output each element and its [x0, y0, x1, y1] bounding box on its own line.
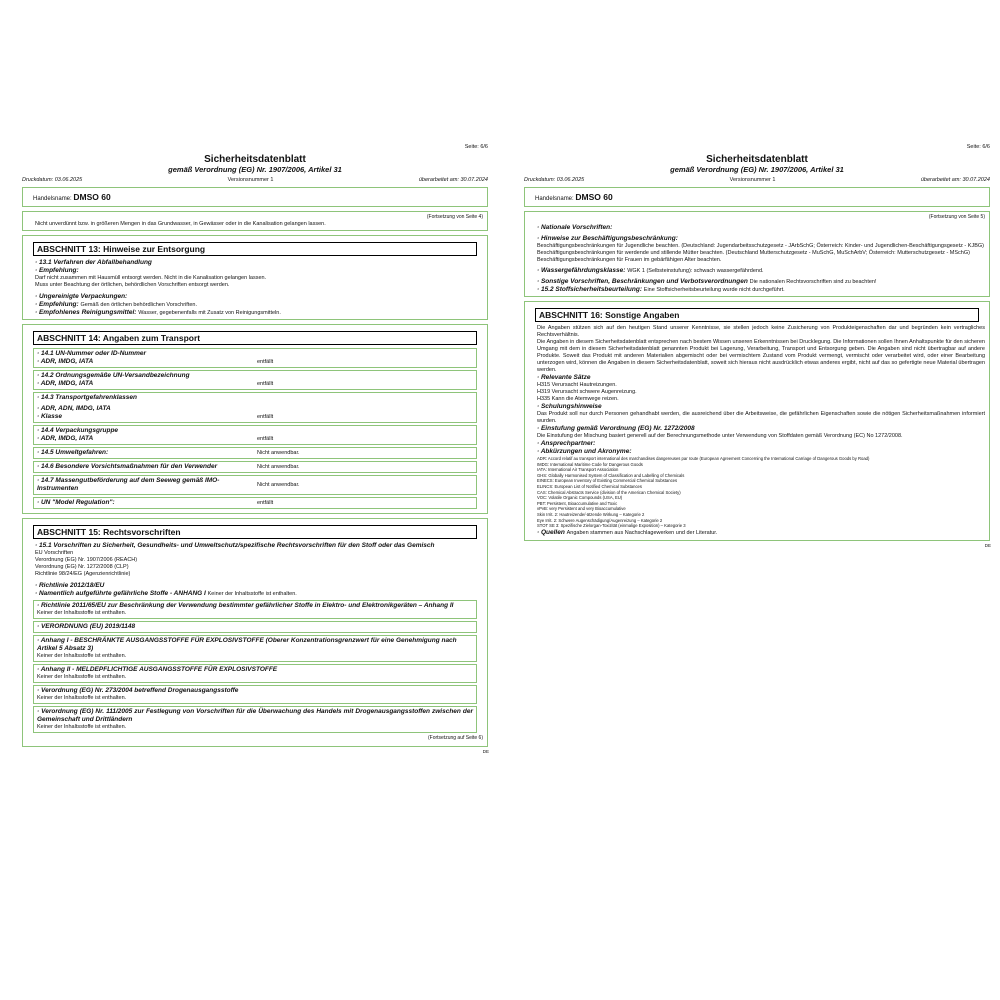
abbreviation-item: CAS: Chemical Abstracts Service (division of the American Chemical Society): [537, 489, 681, 495]
document-title: Sicherheitsdatenblatt: [204, 154, 306, 165]
trade-name: DMSO 60: [575, 192, 613, 202]
training-text: Das Produkt soll nur durch Personen gehandhabt werden, die ausreichend über die Arbeitsweise, die gefährlichen Eigenschaften sowie die nötigen Sicherheitsmaßnahmen informiert wurden.: [537, 411, 985, 424]
regulation-6-text: Keiner der Inhaltsstoffe ist enthalten.: [37, 724, 127, 730]
section-14-heading: ABSCHNITT 14: Angaben zum Transport: [33, 331, 477, 345]
regulation-box-3: [33, 635, 477, 662]
regulation-box-5: [33, 685, 477, 704]
version-number: Versionsnummer 1: [227, 177, 274, 183]
safety-assessment-text: Eine Stoffsicherheitsbeurteilung wurde nicht durchgeführt.: [643, 287, 785, 293]
s13-heading-2: · Empfehlung:: [35, 267, 79, 274]
trade-name-label: Handelsname:: [535, 196, 574, 202]
print-date: Druckdatum: 03.06.2025: [22, 177, 83, 183]
section-13: [22, 235, 488, 320]
training-heading: · Schulungshinweise: [537, 403, 602, 410]
section-15: [22, 518, 489, 754]
h-phrase-315: H315 Verursacht Hautreizungen.: [537, 382, 617, 388]
transport-block-1: [33, 348, 477, 368]
page-number: Seite: 6/6: [966, 144, 990, 150]
employment-text-3: Beschäftigungsbeschränkungen für Frauen im gebärfähigen Alter beachten.: [537, 257, 722, 263]
regulation-2-heading: · VERORDNUNG (EU) 2019/1148: [37, 623, 136, 630]
section-13-heading: ABSCHNITT 13: Hinweise zur Entsorgung: [33, 242, 477, 256]
transport-4-heading: · 14.4 Verpackungsgruppe: [37, 427, 119, 434]
classification-heading: · Einstufung gemäß Verordnung (EG) Nr. 1272/2008: [537, 425, 695, 432]
transport-6-key: · 14.6 Besondere Vorsichtsmaßnahmen für den Verwender: [37, 463, 218, 470]
transport-7-key: · 14.7 Massengutbeförderung auf dem Seeweg gemäß IMO-Instrumenten: [37, 477, 220, 492]
intro-text: Nicht unverdünnt bzw. in größeren Mengen in das Grundwasser, in Gewässer oder in die Kanalisation gelangen lassen.: [35, 221, 326, 227]
sources-text: Angaben stammen aus Nachschlagewerken und der Literatur.: [566, 529, 718, 536]
abbreviation-item: EINECS: European Inventory of Existing Commercial Chemical Substances: [537, 478, 678, 484]
transport-3-value: entfällt: [257, 414, 274, 420]
abbreviation-item: PBT: Persistent, Bioaccumulative and Toxic: [537, 500, 618, 506]
revision-date: überarbeitet am: 30.07.2024: [418, 177, 488, 183]
abbreviation-item: GHS: Globally Harmonised System of Classification and Labelling of Chemicals: [537, 472, 685, 478]
section-16: [524, 301, 991, 548]
relevant-phrases-heading: · Relevante Sätze: [537, 374, 591, 381]
s15-heading-3: · Namentlich aufgeführte gefährliche Stoffe - ANHANG I: [35, 590, 206, 597]
other-rules-heading: · Sonstige Vorschriften, Beschränkungen und Verbotsverordnungen: [537, 278, 748, 285]
transport-7-value: Nicht anwendbar.: [257, 482, 300, 488]
s13-heading-3: · Ungereinigte Verpackungen:: [35, 293, 128, 300]
regulation-1-heading: · Richtlinie 2011/65/EU zur Beschränkung der Verwendung bestimmter gefährlicher Stoffe in Elektro- und Elektronikgeräten – Anhang II: [37, 602, 454, 609]
s16-paragraph-2: Die Angaben in diesem Sicherheitsdatenblatt entsprechen nach bestem Wissen unseren Erkenntnissen bei Drucklegung. Die Informationen sollen Ihnen Anhaltspunkte für den sicheren Umgang mit dem in diesem Sicherheitsdatenblatt genannten Produkt bei Lagerung, Verarbeitung, Transport und Entsorgung geben. Die Angaben sind nicht übertragbar auf andere Produkte. Soweit das Produkt mit anderen Materialien abgemischt oder bei vermischtem Zustand vom Produkt vermengt, vermischt oder verarbeitet wird, oder einer Bearbeitung unterzogen wird, können die Angaben in diesem Sicherheitsdatenblatt, soweit sich hieraus nicht ausdrücklich etwas anderes ergibt, nicht auf das so gefertigte neue Material übertragen werden.: [537, 339, 985, 373]
section-14: [22, 324, 488, 514]
trade-name-label: Handelsname:: [33, 196, 72, 202]
transport-1-heading: · 14.1 UN-Nummer oder ID-Nummer: [37, 350, 147, 357]
transport-8-value: entfällt: [257, 500, 274, 506]
s13-heading-4: · Empfehlung:: [35, 301, 79, 308]
regulation-box-2: [33, 621, 477, 633]
s15-line-3: Verordnung (EG) Nr. 1272/2008 (CLP): [35, 564, 129, 570]
s15-heading-2: · Richtlinie 2012/18/EU: [35, 582, 105, 589]
s15-line-2: Verordnung (EG) Nr. 1907/2006 (REACH): [35, 557, 138, 563]
document-title: Sicherheitsdatenblatt: [706, 154, 808, 165]
version-number: Versionsnummer 1: [729, 177, 776, 183]
other-rules-text: Die nationalen Rechtsvorschriften sind zu beachten!: [749, 279, 877, 285]
meta-line: [22, 177, 488, 183]
transport-3-key-1: · ADR, ADN, IMDG, IATA: [37, 405, 111, 412]
left-page: [22, 144, 489, 754]
regulation-3-heading: · Anhang I - BESCHRÄNKTE AUSGANGSSTOFFE FÜR EXPLOSIVSTOFFE (Oberer Konzentrationsgrenzwert für eine Genehmigung nach Artikel 5 Absatz 3): [37, 637, 457, 652]
s15-line-1: EU Vorschriften: [35, 550, 74, 556]
s13-heading-1: · 13.1 Verfahren der Abfallbehandlung: [35, 259, 152, 266]
h-phrase-335: H335 Kann die Atemwege reizen.: [537, 396, 619, 402]
regulation-5-text: Keiner der Inhaltsstoffe ist enthalten.: [37, 695, 127, 701]
s13-heading-5: · Empfohlenes Reinigungsmittel:: [35, 309, 137, 316]
safety-assessment-heading: · 15.2 Stoffsicherheitsbeurteilung:: [537, 286, 642, 293]
regulation-box-4: [33, 664, 477, 683]
transport-5-key: · 14.5 Umweltgefahren:: [37, 449, 109, 456]
transport-5-value: Nicht anwendbar.: [257, 450, 300, 456]
language-code: DE: [482, 749, 489, 754]
abbreviation-item: STOT SE 3: Spezifische Zielorgan-Toxizität (einmalige Exposition) – Kategorie 3: [537, 523, 686, 529]
transport-1-key: · ADR, IMDG, IATA: [37, 358, 94, 365]
sources-heading: · Quellen: [537, 528, 565, 536]
regulation-5-heading: · Verordnung (EG) Nr. 273/2004 betreffend Drogenausgangsstoffe: [37, 687, 239, 694]
section-16-heading: ABSCHNITT 16: Sonstige Angaben: [535, 308, 979, 322]
trade-name-box: [524, 187, 990, 207]
employment-text-1: Beschäftigungsbeschränkungen für Jugendliche beachten. (Deutschland: Jugendarbeitsschutzgesetz - JArbSchG; Österreich: Kinder- und Jugendlichen-Beschäftigungsgesetz - KJBG): [537, 243, 984, 249]
revision-date: überarbeitet am: 30.07.2024: [920, 177, 990, 183]
s15-heading-1: · 15.1 Vorschriften zu Sicherheit, Gesundheits- und Umweltschutz/spezifische Rechtsvorschriften für den Stoff oder das Gemisch: [35, 542, 435, 549]
abbreviation-item: vPvB: very Persistent and very Bioaccumulative: [537, 506, 626, 512]
abbreviation-item: Eye Irrit. 2: Schwere Augenschädigung/Augenreizung – Kategorie 2: [537, 517, 663, 523]
water-hazard-text: WGK 1 (Selbsteinstufung): schwach wassergefährdend.: [627, 268, 764, 274]
transport-2-value: entfällt: [257, 381, 274, 387]
s13-text-2: Muss unter Beachtung der örtlichen, behördlichen Vorschriften entsorgt werden.: [35, 282, 230, 288]
right-page: [524, 144, 991, 548]
continued-on: (Fortsetzung auf Seite 6): [427, 735, 483, 741]
transport-4-value: entfällt: [257, 436, 274, 442]
transport-block-6: [33, 461, 477, 473]
transport-6-value: Nicht anwendbar.: [257, 464, 300, 470]
classification-text: Die Einstufung der Mischung basiert generell auf der Berechnungsmethode unter Verwendung von Stoffdaten gemäß Verordnung (EC) No 1272/2008.: [537, 433, 903, 439]
employment-text-2: Beschäftigungsbeschränkungen für werdende und stillende Mütter beachten. (Deutschland Mutterschutzgesetz - MuSchG, MuSchArbV; Österreich: Mutterschutzgesetz - MSchG): [537, 250, 970, 256]
regulation-box-6: [33, 706, 477, 733]
s13-text-1: Darf nicht zusammen mit Hausmüll entsorgt werden. Nicht in die Kanalisation gelangen lassen.: [35, 275, 267, 281]
transport-8-key: · UN "Model Regulation":: [37, 499, 115, 506]
abbreviation-item: ADR: Accord relatif au transport international des marchandises dangereuses par route (European Agreement Concerning the International Carriage of Dangerous Goods by Road): [537, 456, 870, 461]
regulation-box-1: [33, 600, 477, 619]
abbreviation-item: IATA: International Air Transport Association: [537, 467, 619, 473]
transport-block-2: [33, 370, 477, 390]
national-rules-heading: · Nationale Vorschriften:: [537, 224, 613, 231]
s13-text-3: Gemäß den örtlichen behördlichen Vorschriften.: [80, 302, 197, 308]
abbreviations-list: [537, 456, 985, 529]
regulation-4-text: Keiner der Inhaltsstoffe ist enthalten.: [37, 674, 127, 680]
meta-line: [524, 177, 990, 183]
regulation-1-text: Keiner der Inhaltsstoffe ist enthalten.: [37, 610, 127, 616]
regulation-6-heading: · Verordnung (EG) Nr. 111/2005 zur Festlegung von Vorschriften für die Überwachung des Handels mit Drogenausgangsstoffen zwischen der Gemeinschaft und Drittländern: [37, 708, 473, 723]
trade-name: DMSO 60: [73, 192, 111, 202]
contact-heading: · Ansprechpartner:: [537, 440, 596, 447]
transport-block-8: [33, 497, 477, 509]
s15-text-3: Keiner der Inhaltsstoffe ist enthalten.: [207, 591, 297, 597]
transport-block-3: [33, 392, 477, 423]
transport-3-heading: · 14.3 Transportgefahrenklassen: [37, 394, 137, 401]
transport-1-value: entfällt: [257, 359, 274, 365]
transport-2-key: · ADR, IMDG, IATA: [37, 380, 94, 387]
page-number: Seite: 6/6: [464, 144, 488, 150]
s13-text-4: Wasser, gegebenenfalls mit Zusatz von Reinigungsmitteln.: [138, 310, 281, 316]
trade-name-box: [22, 187, 488, 207]
transport-block-7: [33, 475, 477, 495]
h-phrase-319: H319 Verursacht schwere Augenreizung.: [537, 389, 637, 395]
continuation-box: [524, 211, 990, 297]
abbreviation-item: IMDG: International Maritime Code for Dangerous Goods: [537, 461, 643, 467]
s16-paragraph-1: Die Angaben stützen sich auf den heutigen Stand unserer Kenntnisse, sie stellen jedoch keine Zusicherung von Produkteigenschaften dar und begründen kein vertragliches Rechtsverhältnis.: [537, 325, 985, 338]
water-hazard-heading: · Wassergefährdungsklasse:: [537, 267, 626, 274]
transport-block-4: [33, 425, 477, 445]
abbreviations-heading: · Abkürzungen und Akronyme:: [537, 448, 632, 455]
regulation-4-heading: · Anhang II - MELDEPFLICHTIGE AUSGANGSSTOFFE FÜR EXPLOSIVSTOFFE: [37, 666, 278, 673]
abbreviation-item: Skin Irrit. 2: Hautreizende/-ätzende Wirkung – Kategorie 2: [537, 511, 645, 517]
transport-block-5: [33, 447, 477, 459]
abbreviation-item: VOC: Volatile Organic Compounds (USA, EU): [537, 495, 623, 501]
document-subtitle: gemäß Verordnung (EG) Nr. 1907/2006, Artikel 31: [670, 165, 844, 174]
continued-from: (Fortsetzung von Seite 5): [928, 214, 985, 220]
section-15-heading: ABSCHNITT 15: Rechtsvorschriften: [33, 525, 477, 539]
transport-2-heading: · 14.2 Ordnungsgemäße UN-Versandbezeichnung: [37, 372, 190, 379]
regulation-3-text: Keiner der Inhaltsstoffe ist enthalten.: [37, 653, 127, 659]
print-date: Druckdatum: 03.06.2025: [524, 177, 585, 183]
language-code: DE: [984, 542, 991, 548]
document-subtitle: gemäß Verordnung (EG) Nr. 1907/2006, Artikel 31: [168, 165, 342, 174]
continued-from: (Fortsetzung von Seite 4): [426, 214, 483, 220]
abbreviation-item: ELINCS: European List of Notified Chemical Substances: [537, 483, 642, 489]
transport-4-key: · ADR, IMDG, IATA: [37, 435, 94, 442]
transport-3-key-2: · Klasse: [37, 413, 62, 420]
employment-heading: · Hinweise zur Beschäftigungsbeschränkung:: [537, 235, 678, 242]
continuation-box: [22, 211, 488, 231]
s15-line-4: Richtlinie 98/24/EG (Agenzienrichtlinie): [35, 571, 131, 577]
